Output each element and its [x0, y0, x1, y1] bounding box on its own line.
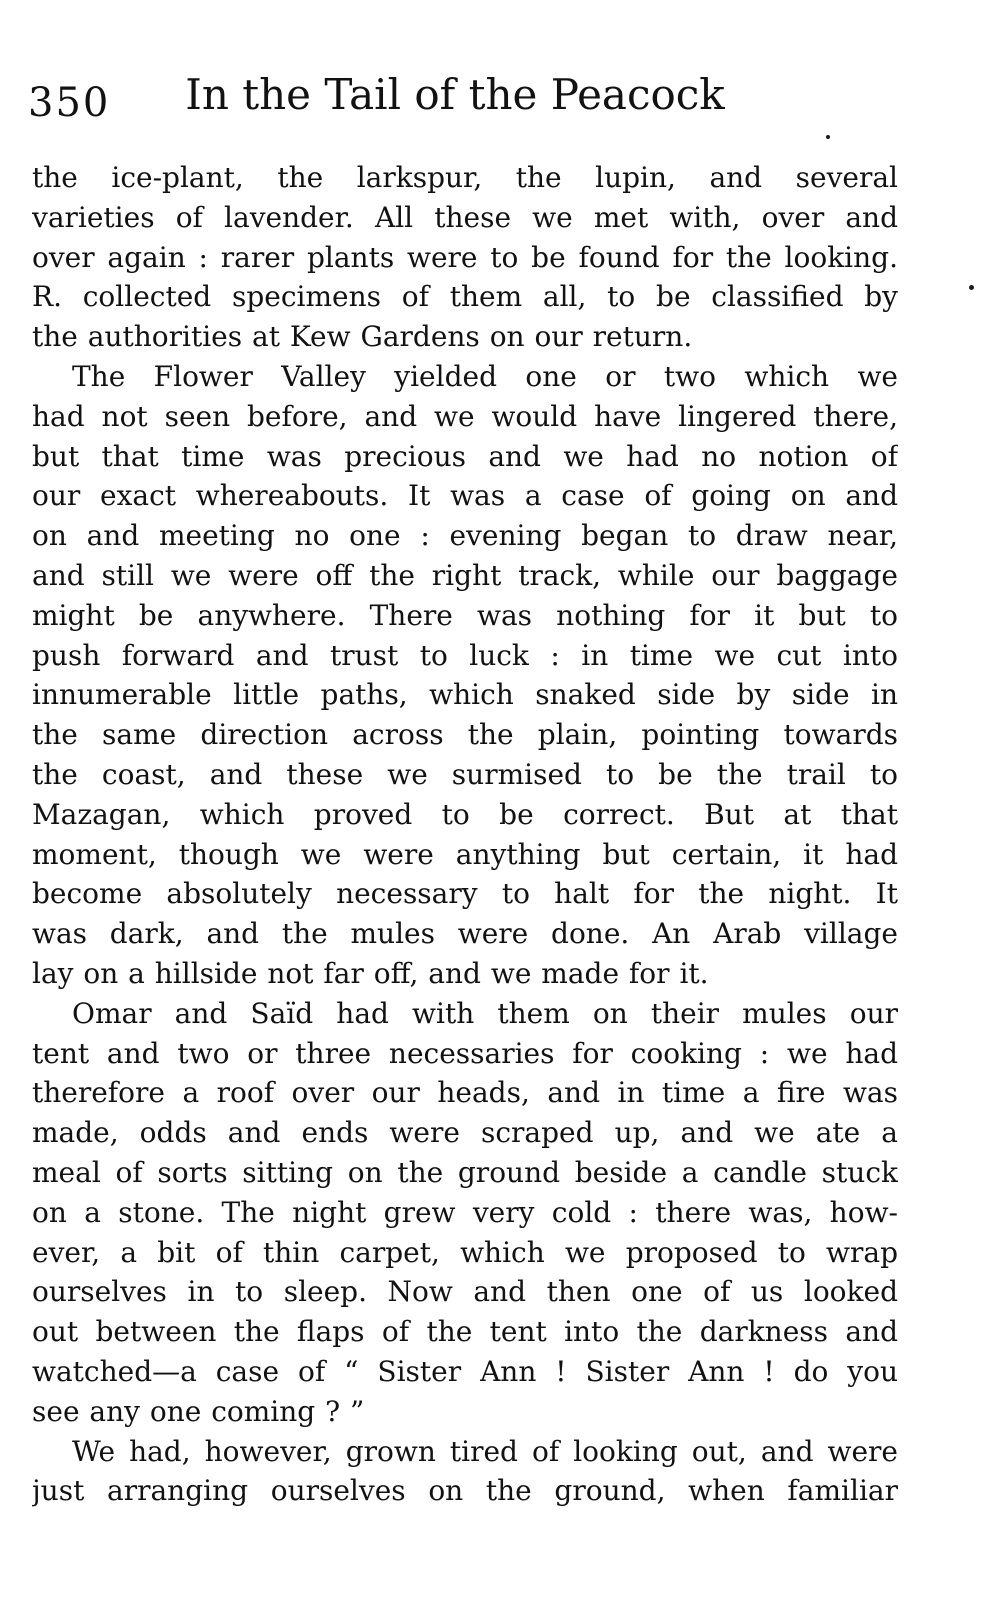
text-line: tent and two or three necessaries for cooking : we had	[32, 1036, 898, 1070]
text-line: made, odds and ends were scraped up, and we ate a	[32, 1116, 898, 1150]
scan-speck	[969, 285, 974, 290]
text-line: meal of sorts sitting on the ground beside a candle stuck	[32, 1155, 898, 1189]
text-line: the authorities at Kew Gardens on our return.	[32, 320, 693, 354]
text-line: out between the flaps of the tent into the darkness and	[32, 1315, 898, 1349]
text-line: might be anywhere. There was nothing for it but to	[32, 598, 898, 632]
text-line: just arranging ourselves on the ground, when familiar	[32, 1474, 898, 1508]
text-line: lay on a hillside not far off, and we made for it.	[32, 956, 709, 990]
text-line: Mazagan, which proved to be correct. But at that	[32, 797, 898, 831]
text-line: the same direction across the plain, pointing towards	[32, 718, 898, 752]
text-line: the coast, and these we surmised to be the trail to	[32, 757, 898, 791]
text-line: see any one coming ? ”	[32, 1394, 365, 1428]
text-line: R. collected specimens of them all, to be classified by	[32, 280, 898, 314]
running-title: In the Tail of the Peacock	[185, 70, 725, 119]
text-line: on and meeting no one : evening began to draw near,	[32, 519, 898, 553]
text-line: therefore a roof over our heads, and in time a fire was	[32, 1076, 898, 1110]
text-line: innumerable little paths, which snaked side by side in	[32, 678, 898, 712]
text-line: become absolutely necessary to halt for the night. It	[32, 877, 898, 911]
page-number: 350	[28, 80, 111, 126]
text-line: the ice-plant, the larkspur, the lupin, and several	[32, 161, 898, 194]
text-line: watched—a case of “ Sister Ann ! Sister Ann ! do you	[32, 1354, 898, 1388]
text-line: We had, however, grown tired of looking out, and were	[72, 1434, 898, 1468]
text-line: over again : rarer plants were to be found for the looking.	[32, 240, 898, 274]
text-line: Omar and Saïd had with them on their mules our	[72, 996, 898, 1030]
text-line: varieties of lavender. All these we met with, over and	[32, 200, 898, 234]
text-line: was dark, and the mules were done. An Arab village	[32, 917, 898, 951]
text-line: The Flower Valley yielded one or two which we	[72, 359, 898, 393]
text-line: on a stone. The night grew very cold : there was, how-	[32, 1195, 898, 1229]
text-line: and still we were off the right track, while our baggage	[32, 558, 898, 592]
text-line: our exact whereabouts. It was a case of going on and	[32, 479, 898, 513]
text-line: moment, though we were anything but certain, it had	[32, 837, 898, 871]
body-text	[32, 158, 898, 1511]
text-line: but that time was precious and we had no notion of	[32, 439, 898, 473]
text-line: ourselves in to sleep. Now and then one of us looked	[32, 1275, 898, 1309]
text-line: had not seen before, and we would have lingered there,	[32, 399, 898, 433]
text-line: push forward and trust to luck : in time we cut into	[32, 638, 898, 672]
scan-speck	[826, 135, 830, 139]
text-line: ever, a bit of thin carpet, which we proposed to wrap	[32, 1235, 898, 1269]
